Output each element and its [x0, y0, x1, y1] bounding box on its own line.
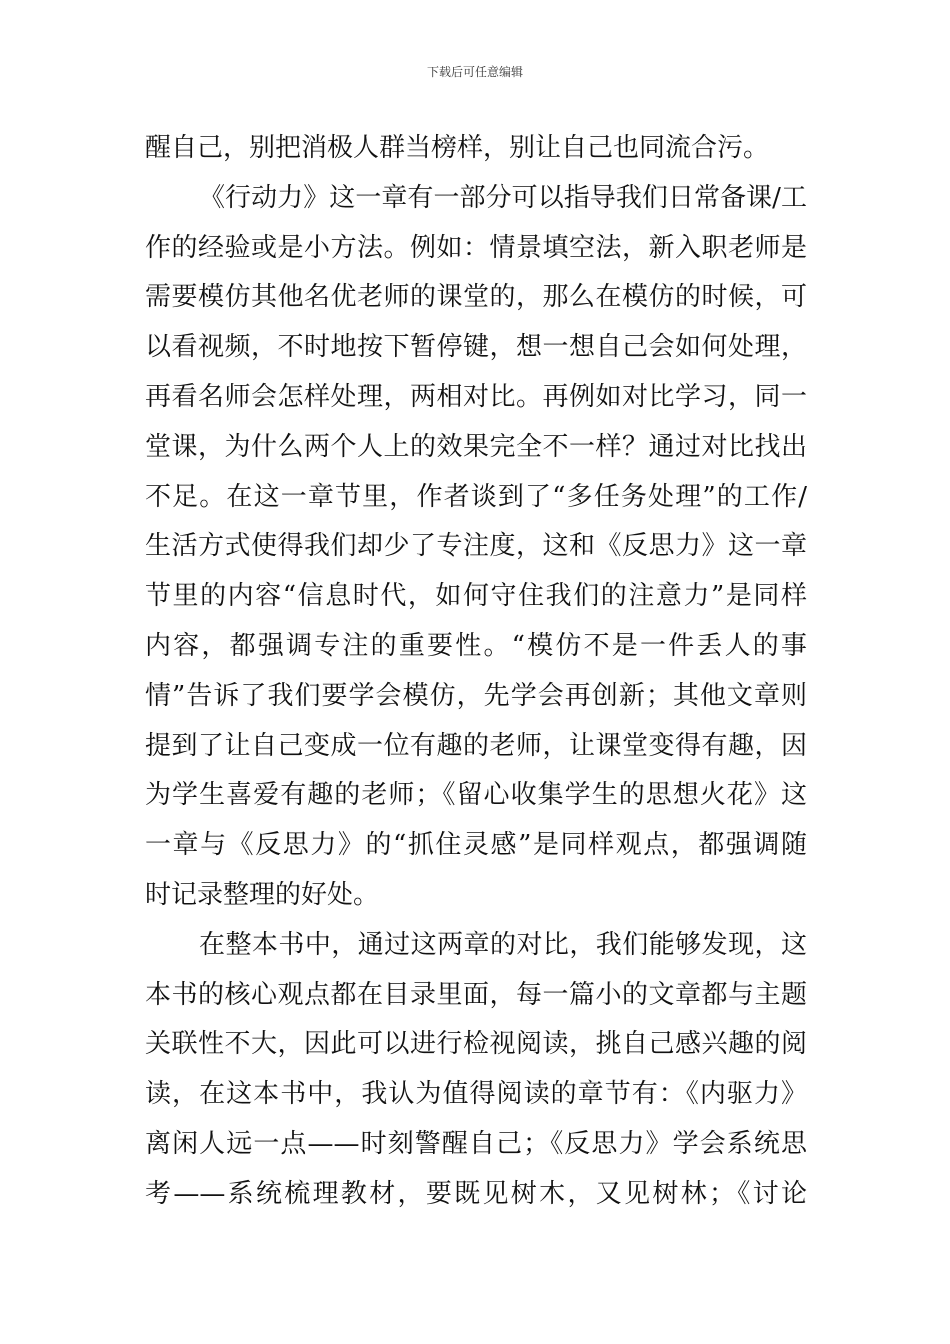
text-line: 本书的核心观点都在目录里面，每一篇小的文章都与主题: [145, 979, 807, 1010]
text-line: 需要模仿其他名优老师的课堂的，那么在模仿的时候，可: [145, 282, 807, 313]
text-line: 作的经验或是小方法。例如：情景填空法，新入职老师是: [145, 232, 807, 263]
text-line: 生活方式使得我们却少了专注度，这和《反思力》这一章: [145, 531, 807, 562]
text-line: 离闲人远一点——时刻警醒自己；《反思力》学会系统思: [145, 1128, 807, 1159]
text-line: 不足。在这一章节里，作者谈到了“多任务处理”的工作/: [145, 481, 807, 512]
paragraph: [145, 921, 807, 1220]
text-line: 关联性不大，因此可以进行检视阅读，挑自己感兴趣的阅: [145, 1029, 807, 1060]
page-header: 下载后可任意编辑: [426, 65, 523, 79]
text-line: 以看视频，不时地按下暂停键，想一想自己会如何处理，: [145, 332, 807, 363]
text-line: 为学生喜爱有趣的老师；《留心收集学生的思想火花》这: [145, 780, 807, 811]
document-body: [145, 124, 807, 1220]
text-line: 时记录整理的好处。: [145, 879, 380, 910]
text-line: 读，在这本书中，我认为值得阅读的章节有：《内驱力》: [145, 1079, 807, 1110]
text-line: 一章与《反思力》的“抓住灵感”是同样观点，都强调随: [145, 830, 807, 861]
text-line: 内容，都强调专注的重要性。“模仿不是一件丢人的事: [145, 630, 807, 661]
text-line: 堂课，为什么两个人上的效果完全不一样？通过对比找出: [145, 431, 807, 462]
text-line: 提到了让自己变成一位有趣的老师，让课堂变得有趣，因: [145, 730, 807, 761]
text-line: 情”告诉了我们要学会模仿，先学会再创新；其他文章则: [145, 680, 807, 711]
text-line: 《行动力》这一章有一部分可以指导我们日常备课/工: [199, 182, 807, 213]
paragraph: [145, 174, 807, 921]
paragraph: [145, 124, 807, 174]
text-line: 在整本书中，通过这两章的对比，我们能够发现，这: [199, 929, 807, 960]
text-line: 节里的内容“信息时代，如何守住我们的注意力”是同样: [145, 581, 807, 612]
text-line: 醒自己，别把消极人群当榜样，别让自己也同流合污。: [145, 133, 770, 163]
text-line: 考——系统梳理教材，要既见树木，又见树林；《讨论: [145, 1178, 807, 1209]
text-line: 再看名师会怎样处理，两相对比。再例如对比学习，同一: [145, 381, 807, 412]
